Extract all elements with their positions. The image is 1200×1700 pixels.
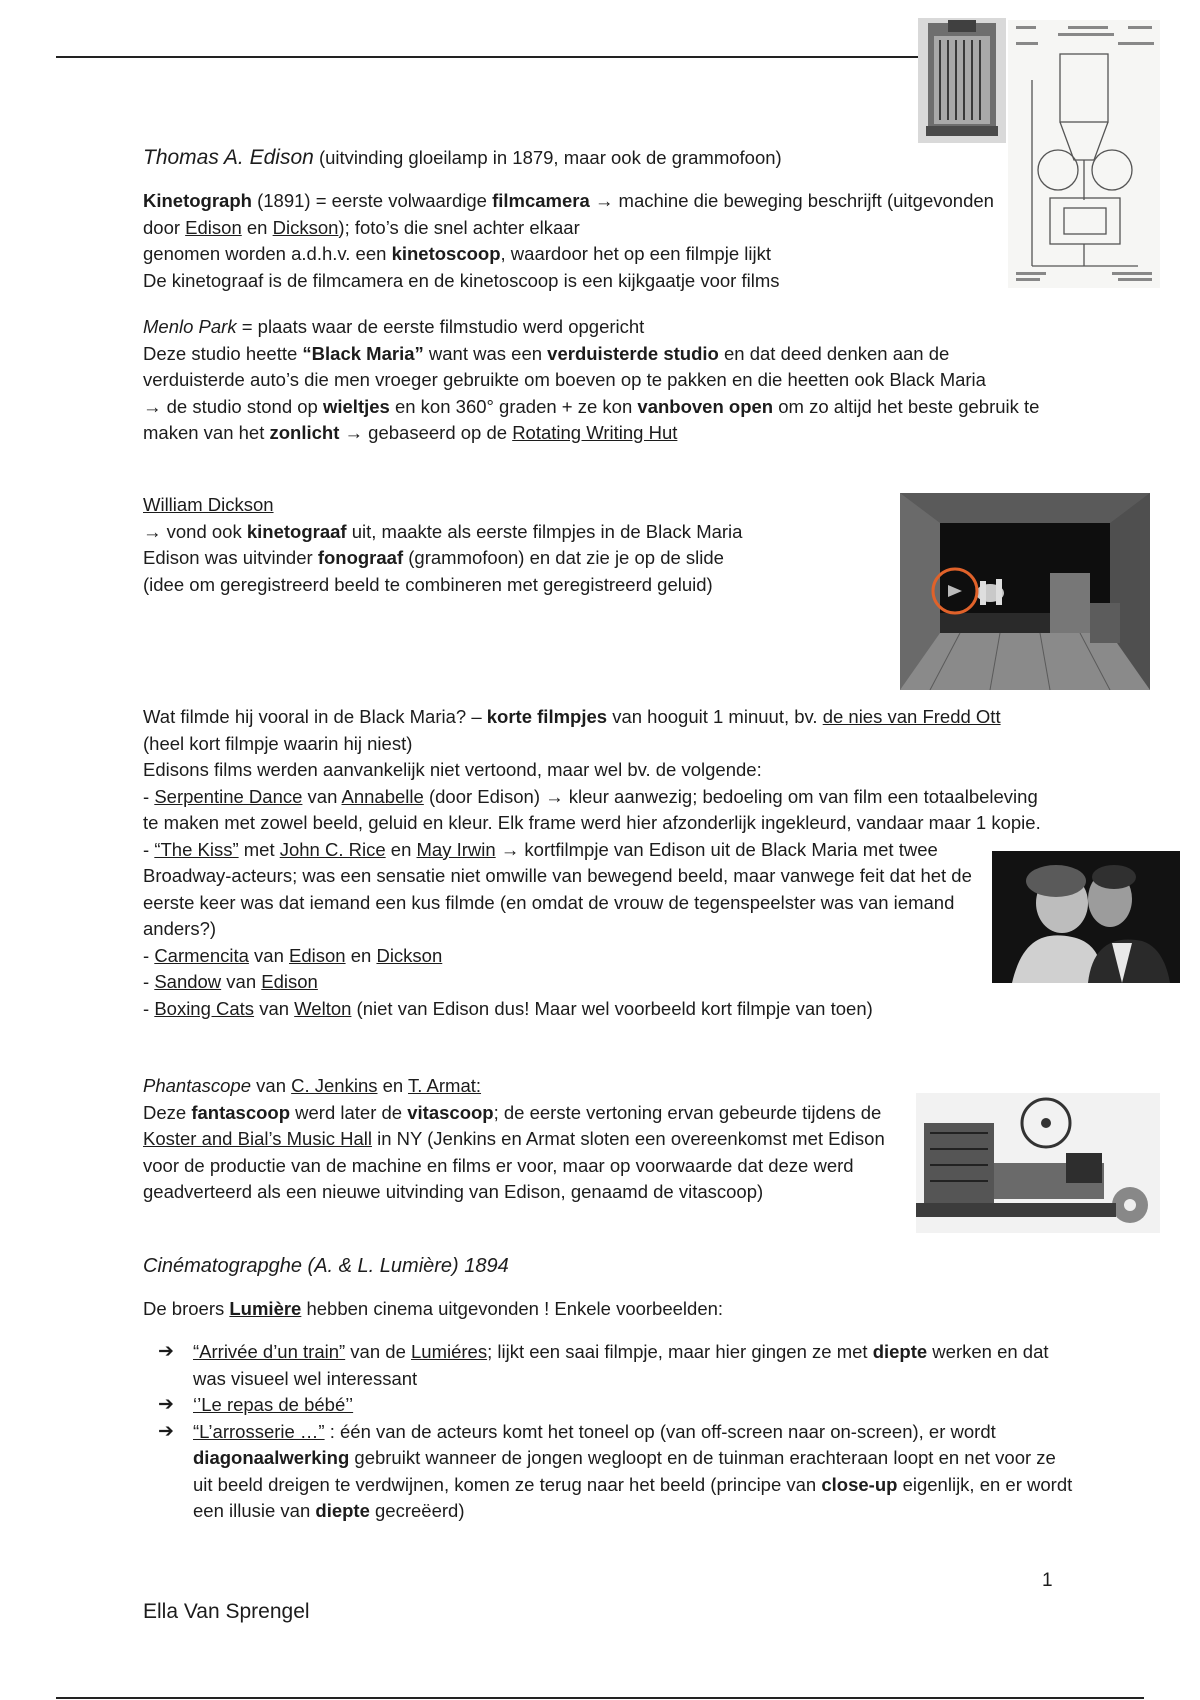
black-maria-quote: “Black Maria” [302, 342, 424, 364]
kinetograph-text: genomen worden a.d.h.v. een [143, 243, 392, 264]
the-kiss-title: “The Kiss” [154, 838, 239, 860]
wieltjes-term: wieltjes [322, 395, 390, 417]
films-text: - [143, 785, 155, 807]
phantascope-text: en [377, 1075, 409, 1096]
list-item [158, 1419, 1078, 1525]
menlo-text: = plaats waar de eerste filmstudio werd opgericht [236, 316, 645, 337]
edison-name: Thomas A. Edison [143, 146, 314, 169]
kinetoscoop-term: kinetoscoop [391, 243, 501, 264]
annabelle-link: Annabelle [341, 785, 424, 807]
films-paragraph [143, 704, 1043, 1022]
fonograaf-term: fonograaf [317, 547, 404, 568]
lumiere-text: van de [345, 1341, 411, 1362]
kinetograaf-term: kinetograaf [246, 520, 347, 542]
korte-filmpjes-term: korte filmpjes [486, 706, 608, 727]
bottom-rule [56, 1697, 1144, 1699]
lumiere-heading [143, 1253, 1043, 1280]
films-text: - [143, 838, 155, 860]
films-text: (door Edison) → kleur aanwezig; bedoeling om van film een totaalbeleving te maken met zowel beeld, geluid en kleur. Elk frame werd hier afzonderlijk ingekleurd, vandaar maar 1 kopie. [143, 785, 1041, 833]
films-text: Wat filmde hij vooral in de Black Maria? – [143, 706, 487, 727]
phantascope-text: in NY (Jenkins en Armat sloten een overeenkomst met Edison voor de productie van de machine en films er voor, maar op voorwaarde dat deze werd geadverteerd als een nieuwe uitvinding van Edison, genaamd de vitascoop) [143, 1128, 885, 1202]
films-text: (niet van Edison dus! Maar wel voorbeeld kort filmpje van toen) [351, 997, 873, 1019]
films-text: van [248, 944, 290, 966]
lumiere-text: gebruikt wanneer de jongen wegloopt en de tuinman erachteraan loopt en net voor ze uit beeld dreigen te verdwijnen, komen ze terug naar het beeld (principe van [193, 1447, 1056, 1495]
menlo-park-paragraph [143, 314, 1043, 447]
diagonaalwerking-term: diagonaalwerking [193, 1447, 350, 1468]
kinetograph-summary: De kinetograaf is de filmcamera en de kinetoscoop is een kijkgaatje voor films [143, 269, 780, 291]
dickson-link: Dickson [376, 944, 443, 966]
arrow-bullet-icon: ➔ [158, 1394, 174, 1415]
lumiere-examples-list [158, 1339, 1078, 1525]
phantascope-name: Phantascope [143, 1075, 252, 1096]
kinetograph-text: (1891) = eerste volwaardige [251, 190, 493, 211]
films-text: - [143, 971, 155, 992]
menlo-text: → gebaseerd op de [339, 422, 513, 443]
list-item [158, 1339, 1078, 1392]
films-text: en [385, 838, 417, 860]
c-jenkins-link: C. Jenkins [291, 1075, 378, 1096]
lumiere-text: ; lijkt een saai filmpje, maar hier gingen ze met [487, 1341, 873, 1362]
dickson-name: William Dickson [143, 494, 274, 515]
menlo-park-name: Menlo Park [143, 316, 237, 337]
films-text: van [254, 997, 295, 1019]
kinetograph-text: en [241, 216, 273, 238]
phantascope-text: werd later de [290, 1101, 408, 1123]
kinetograph-patent-drawing [1008, 20, 1160, 288]
edison-heading [143, 145, 903, 172]
films-text: van [221, 971, 262, 992]
arrow-bullet-icon: ➔ [158, 1341, 174, 1362]
films-text: van hooguit 1 minuut, bv. [607, 706, 823, 727]
phantascope-text: van [251, 1075, 292, 1096]
dickson-paragraph [143, 492, 883, 598]
the-kiss-still-photo [992, 851, 1180, 983]
boxing-cats-title: Boxing Cats [154, 997, 255, 1019]
arrosserie-title: “L’arrosserie …” [193, 1420, 325, 1442]
kinetoscope-photo [918, 18, 1006, 143]
menlo-text: en kon 360° graden + ze kon [389, 395, 638, 417]
menlo-text: Deze studio heette [143, 342, 303, 364]
kinetograph-text: → machine die beweging beschrijft (uitgevonden door [143, 190, 994, 238]
koster-bial-link: Koster and Bial’s Music Hall [143, 1128, 372, 1149]
list-item [158, 1392, 1078, 1419]
lumiere-text: De broers [143, 1298, 230, 1319]
lumiere-text: gecreëerd) [369, 1500, 465, 1521]
t-armat-link: T. Armat: [408, 1075, 482, 1096]
sandow-title: Sandow [154, 971, 222, 992]
serpentine-dance-title: Serpentine Dance [154, 785, 303, 807]
fantascoop-term: fantascoop [191, 1101, 291, 1123]
films-text: (heel kort filmpje waarin hij niest) [143, 732, 413, 754]
films-text: van [302, 785, 342, 807]
edison-link: Edison [261, 971, 318, 992]
author-name: Ella Van Sprengel [143, 1600, 310, 1623]
menlo-text: → de studio stond op [143, 395, 323, 417]
dickson-link: Dickson [272, 216, 339, 238]
kinetograph-text: ); foto’s die snel achter elkaar [338, 216, 580, 238]
vitascoop-term: vitascoop [407, 1101, 494, 1123]
edison-link: Edison [289, 944, 346, 966]
lumiere-intro [143, 1296, 1043, 1323]
nies-fredd-ott-link: de nies van Fredd Ott [822, 706, 1001, 727]
page-number: 1 [1042, 1570, 1053, 1591]
lumiere-text: eigenlijk, en er wordt een illusie van [193, 1473, 1073, 1521]
menlo-text: en dat deed denken aan de verduisterde auto’s die men vroeger gebruikte om boeven op te pakken en die heetten ook Black Maria [143, 342, 986, 390]
lumiere-name: Lumière [229, 1298, 302, 1319]
dickson-text: uit, maakte als eerste filmpjes in de Black Maria [346, 520, 743, 542]
may-irwin-link: May Irwin [416, 838, 496, 860]
films-text: - [143, 997, 155, 1019]
phantascope-text: ; de eerste vertoning ervan gebeurde tijdens de [493, 1101, 882, 1123]
vitascope-machine-photo [916, 1093, 1160, 1233]
films-intro: Edisons films werden aanvankelijk niet vertoond, maar wel bv. de volgende: [143, 759, 762, 780]
dickson-text: → vond ook [143, 520, 247, 542]
lumiere-heading-text: Cinématograpghe (A. & L. Lumière) 1894 [143, 1255, 509, 1277]
lumiere-text: hebben cinema uitgevonden ! Enkele voorbeelden: [301, 1298, 724, 1319]
close-up-term: close-up [821, 1473, 898, 1495]
dickson-text: (grammofoon) en dat zie je op de slide [403, 547, 724, 568]
films-text: → kortfilmpje van Edison uit de Black Maria met twee Broadway-acteurs; was een sensatie niet omwille van bewegend beeld, maar vanwege feit dat het de eerste keer was dat iemand een kus filmde (en omdat de vrouw de tegenspeelster was van iemand anders?) [143, 838, 972, 939]
kinetograph-paragraph [143, 188, 1005, 294]
lumiere-text: : één van de acteurs komt het toneel op (van off-screen naar on-screen), er wordt [324, 1420, 996, 1442]
diepte-term: diepte [315, 1500, 370, 1521]
kinetograph-term: Kinetograph [143, 190, 252, 211]
filmcamera-term: filmcamera [492, 190, 590, 211]
rotating-writing-hut-link: Rotating Writing Hut [512, 422, 678, 443]
films-text: met [238, 838, 280, 860]
dickson-text: Edison was uitvinder [143, 547, 318, 568]
arrivee-train-title: “Arrivée d’un train” [193, 1341, 346, 1362]
menlo-text: want was een [423, 342, 548, 364]
films-text: en [345, 944, 377, 966]
films-text: - [143, 944, 155, 966]
lumiere-text: werken en dat was visueel wel interessant [193, 1341, 1049, 1389]
dickson-text: (idee om geregistreerd beeld te combineren met geregistreerd geluid) [143, 573, 713, 595]
john-c-rice-link: John C. Rice [279, 838, 386, 860]
menlo-text: om zo altijd het beste gebruik te maken van het [143, 395, 1040, 443]
vanboven-open-term: vanboven open [637, 395, 774, 417]
top-rule [56, 56, 922, 58]
edison-description: (uitvinding gloeilamp in 1879, maar ook de grammofoon) [313, 147, 782, 168]
lumieres-link: Lumiéres [411, 1341, 488, 1362]
kinetograph-text: , waardoor het op een filmpje lijkt [500, 243, 771, 264]
diepte-term: diepte [872, 1341, 928, 1362]
repas-de-bebe-title: ‘’Le repas de bébé’’ [193, 1394, 354, 1415]
edison-link: Edison [185, 216, 242, 238]
verduisterde-studio-term: verduisterde studio [547, 342, 719, 364]
phantascope-paragraph [143, 1073, 893, 1206]
welton-link: Welton [294, 997, 352, 1019]
carmencita-title: Carmencita [154, 944, 249, 966]
zonlicht-term: zonlicht [269, 422, 340, 443]
phantascope-text: Deze [143, 1101, 192, 1123]
black-maria-studio-photo [900, 493, 1150, 690]
arrow-bullet-icon: ➔ [158, 1420, 174, 1442]
